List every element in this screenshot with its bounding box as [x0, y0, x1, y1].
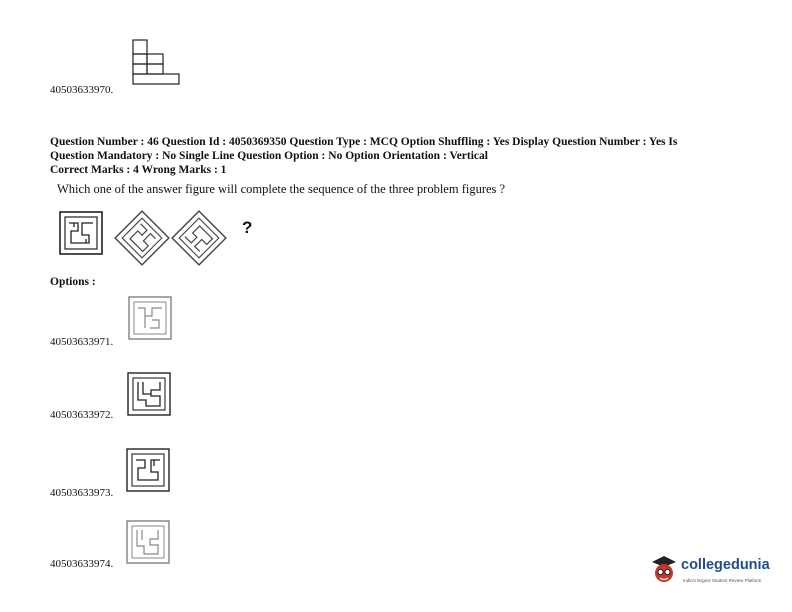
- logo-brand: collegedunia: [681, 557, 770, 573]
- option-4-figure[interactable]: [126, 520, 170, 564]
- option-1-figure[interactable]: [128, 296, 172, 340]
- previous-option-figure: [131, 38, 183, 88]
- question-meta: [50, 135, 770, 177]
- problem-figure-3: [171, 210, 227, 266]
- option-2-figure[interactable]: [127, 372, 171, 416]
- option-4-id[interactable]: 40503633974.: [50, 558, 114, 570]
- option-3-id[interactable]: 40503633973.: [50, 487, 114, 499]
- option-2-id[interactable]: 40503633972.: [50, 409, 114, 421]
- question-marks: Correct Marks : 4 Wrong Marks : 1: [50, 164, 227, 176]
- option-3-figure[interactable]: [126, 448, 170, 492]
- question-mark: ?: [242, 218, 253, 237]
- problem-figure-2: [114, 210, 170, 266]
- question-meta-line1: Question Number : 46 Question Id : 4050369350 Question Type : MCQ Option Shuffling : Yes Display Question Number : Yes Is: [50, 136, 678, 148]
- logo-tagline: India's largest Student Review Platform: [683, 578, 762, 583]
- options-label: Options :: [50, 276, 96, 288]
- problem-figure-1: [58, 210, 104, 256]
- question-text: Which one of the answer figure will complete the sequence of the three problem figures ?: [57, 182, 506, 196]
- collegedunia-logo: [650, 553, 775, 589]
- mascot-icon: [650, 555, 678, 585]
- option-1-id[interactable]: 40503633971.: [50, 336, 114, 348]
- question-meta-line2: Question Mandatory : No Single Line Question Option : No Option Orientation : Vertical: [50, 150, 488, 162]
- previous-option-id: 40503633970.: [50, 84, 114, 96]
